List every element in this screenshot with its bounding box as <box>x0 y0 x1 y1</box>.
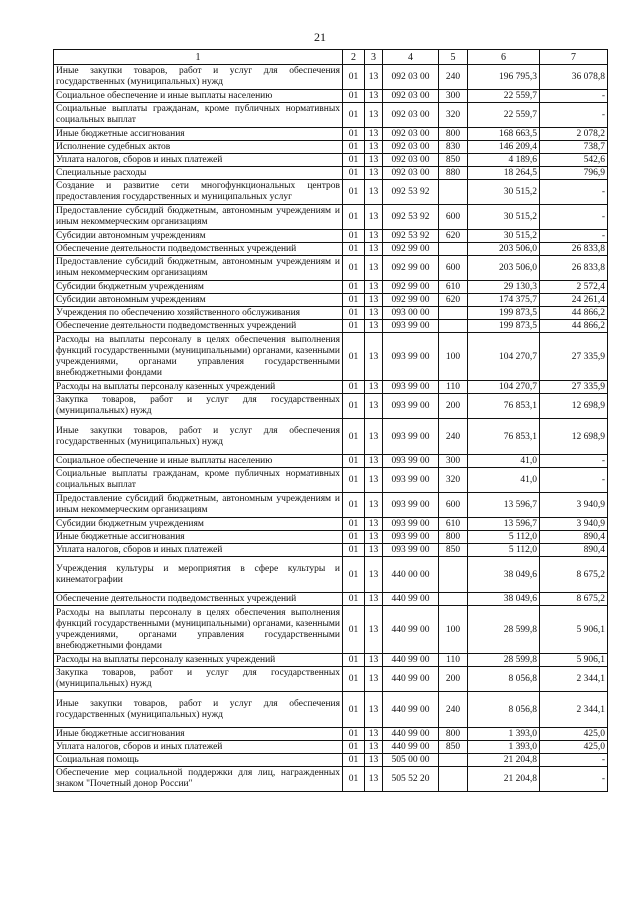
amount-total: 104 270,7 <box>468 333 540 381</box>
expense-type-code: 100 <box>439 606 468 654</box>
subsection-code: 13 <box>365 333 383 381</box>
target-article-code: 092 03 00 <box>383 103 439 128</box>
expense-type-code: 850 <box>439 544 468 557</box>
amount-total: 1 393,0 <box>468 741 540 754</box>
amount-executed: 24 261,4 <box>540 294 608 307</box>
section-code: 01 <box>343 307 365 320</box>
table-row <box>54 294 608 307</box>
table-row <box>54 243 608 256</box>
amount-total: 104 270,7 <box>468 381 540 394</box>
section-code: 01 <box>343 230 365 243</box>
expense-type-code: 800 <box>439 128 468 141</box>
table-row <box>54 728 608 741</box>
target-article-code: 092 03 00 <box>383 90 439 103</box>
target-article-code: 092 03 00 <box>383 167 439 180</box>
subsection-code: 13 <box>365 654 383 667</box>
amount-executed: 2 344,1 <box>540 667 608 692</box>
section-code: 01 <box>343 767 365 792</box>
expense-type-code: 110 <box>439 654 468 667</box>
row-name: Расходы на выплаты персоналу казенных учреждений <box>54 381 343 394</box>
subsection-code: 13 <box>365 557 383 593</box>
amount-executed: - <box>540 468 608 493</box>
amount-executed: 26 833,8 <box>540 243 608 256</box>
row-name: Расходы на выплаты персоналу в целях обеспечения выполнения функций государственными (муниципальными) органами, казенными учреждениями, органами управления государственными внебюджетными фондами <box>54 333 343 381</box>
row-name: Субсидии бюджетным учреждениям <box>54 518 343 531</box>
expense-type-code <box>439 180 468 205</box>
amount-total: 28 599,8 <box>468 606 540 654</box>
section-code: 01 <box>343 256 365 281</box>
amount-executed: 796,9 <box>540 167 608 180</box>
expense-type-code: 320 <box>439 468 468 493</box>
row-name: Субсидии бюджетным учреждениям <box>54 281 343 294</box>
expense-type-code: 300 <box>439 455 468 468</box>
target-article-code: 092 53 92 <box>383 205 439 230</box>
subsection-code: 13 <box>365 141 383 154</box>
row-name: Уплата налогов, сборов и иных платежей <box>54 154 343 167</box>
subsection-code: 13 <box>365 65 383 90</box>
table-row <box>54 154 608 167</box>
expense-type-code <box>439 243 468 256</box>
row-name: Создание и развитие сети многофункциональных центров предоставления государственных и муниципальных услуг <box>54 180 343 205</box>
row-name: Специальные расходы <box>54 167 343 180</box>
subsection-code: 13 <box>365 692 383 728</box>
amount-total: 21 204,8 <box>468 767 540 792</box>
amount-executed: 36 078,8 <box>540 65 608 90</box>
subsection-code: 13 <box>365 767 383 792</box>
amount-executed: 5 906,1 <box>540 654 608 667</box>
expense-type-code: 200 <box>439 394 468 419</box>
amount-executed: 3 940,9 <box>540 493 608 518</box>
amount-total: 30 515,2 <box>468 205 540 230</box>
column-header-6: 6 <box>468 50 540 65</box>
expense-type-code: 110 <box>439 381 468 394</box>
expense-type-code: 620 <box>439 294 468 307</box>
amount-total: 199 873,5 <box>468 320 540 333</box>
column-header-5: 5 <box>439 50 468 65</box>
table-row <box>54 493 608 518</box>
section-code: 01 <box>343 333 365 381</box>
amount-executed: 12 698,9 <box>540 394 608 419</box>
table-row <box>54 741 608 754</box>
budget-table <box>53 49 608 792</box>
row-name: Субсидии автономным учреждениям <box>54 294 343 307</box>
expense-type-code <box>439 767 468 792</box>
amount-executed: 44 866,2 <box>540 307 608 320</box>
amount-executed: 2 344,1 <box>540 692 608 728</box>
amount-executed: 2 078,2 <box>540 128 608 141</box>
table-row <box>54 281 608 294</box>
row-name: Иные бюджетные ассигнования <box>54 728 343 741</box>
table-row <box>54 767 608 792</box>
target-article-code: 505 52 20 <box>383 767 439 792</box>
target-article-code: 092 53 92 <box>383 180 439 205</box>
section-code: 01 <box>343 593 365 606</box>
row-name: Иные бюджетные ассигнования <box>54 128 343 141</box>
target-article-code: 440 99 00 <box>383 606 439 654</box>
amount-executed: 12 698,9 <box>540 419 608 455</box>
table-row <box>54 381 608 394</box>
section-code: 01 <box>343 65 365 90</box>
section-code: 01 <box>343 493 365 518</box>
amount-total: 13 596,7 <box>468 493 540 518</box>
amount-total: 28 599,8 <box>468 654 540 667</box>
table-row <box>54 141 608 154</box>
section-code: 01 <box>343 167 365 180</box>
expense-type-code: 620 <box>439 230 468 243</box>
amount-executed: 2 572,4 <box>540 281 608 294</box>
target-article-code: 093 99 00 <box>383 531 439 544</box>
expense-type-code: 610 <box>439 518 468 531</box>
table-row <box>54 419 608 455</box>
table-row <box>54 606 608 654</box>
amount-total: 8 056,8 <box>468 692 540 728</box>
expense-type-code: 600 <box>439 256 468 281</box>
subsection-code: 13 <box>365 307 383 320</box>
amount-total: 29 130,3 <box>468 281 540 294</box>
expense-type-code <box>439 557 468 593</box>
amount-total: 203 506,0 <box>468 256 540 281</box>
row-name: Социальные выплаты гражданам, кроме публичных нормативных социальных выплат <box>54 468 343 493</box>
amount-total: 76 853,1 <box>468 419 540 455</box>
row-name: Расходы на выплаты персоналу в целях обеспечения выполнения функций государственными (муниципальными) органами, казенными учреждениями, органами управления государственными внебюджетными фондами <box>54 606 343 654</box>
amount-executed: 425,0 <box>540 741 608 754</box>
subsection-code: 13 <box>365 180 383 205</box>
amount-executed: 3 940,9 <box>540 518 608 531</box>
row-name: Учреждения по обеспечению хозяйственного обслуживания <box>54 307 343 320</box>
subsection-code: 13 <box>365 468 383 493</box>
row-name: Обеспечение мер социальной поддержки для лиц, награжденных знаком "Почетный донор России" <box>54 767 343 792</box>
amount-total: 41,0 <box>468 455 540 468</box>
table-row <box>54 103 608 128</box>
subsection-code: 13 <box>365 103 383 128</box>
section-code: 01 <box>343 654 365 667</box>
table-row <box>54 394 608 419</box>
column-header-3: 3 <box>365 50 383 65</box>
amount-total: 8 056,8 <box>468 667 540 692</box>
amount-executed: - <box>540 90 608 103</box>
column-header-7: 7 <box>540 50 608 65</box>
target-article-code: 440 99 00 <box>383 692 439 728</box>
section-code: 01 <box>343 754 365 767</box>
section-code: 01 <box>343 667 365 692</box>
row-name: Социальные выплаты гражданам, кроме публичных нормативных социальных выплат <box>54 103 343 128</box>
row-name: Исполнение судебных актов <box>54 141 343 154</box>
target-article-code: 440 99 00 <box>383 654 439 667</box>
amount-executed: 27 335,9 <box>540 381 608 394</box>
target-article-code: 440 99 00 <box>383 667 439 692</box>
table-row <box>54 544 608 557</box>
amount-total: 168 663,5 <box>468 128 540 141</box>
section-code: 01 <box>343 531 365 544</box>
amount-executed: 542,6 <box>540 154 608 167</box>
expense-type-code: 850 <box>439 154 468 167</box>
amount-total: 22 559,7 <box>468 90 540 103</box>
amount-total: 30 515,2 <box>468 230 540 243</box>
subsection-code: 13 <box>365 154 383 167</box>
subsection-code: 13 <box>365 493 383 518</box>
target-article-code: 440 99 00 <box>383 593 439 606</box>
table-row <box>54 468 608 493</box>
table-row <box>54 167 608 180</box>
target-article-code: 092 99 00 <box>383 281 439 294</box>
amount-total: 5 112,0 <box>468 544 540 557</box>
amount-total: 174 375,7 <box>468 294 540 307</box>
subsection-code: 13 <box>365 230 383 243</box>
expense-type-code: 850 <box>439 741 468 754</box>
subsection-code: 13 <box>365 381 383 394</box>
row-name: Закупка товаров, работ и услуг для государственных (муниципальных) нужд <box>54 667 343 692</box>
table-row <box>54 333 608 381</box>
amount-executed: - <box>540 103 608 128</box>
section-code: 01 <box>343 741 365 754</box>
section-code: 01 <box>343 128 365 141</box>
amount-executed: - <box>540 455 608 468</box>
row-name: Предоставление субсидий бюджетным, автономным учреждениям и иным некоммерческим организациям <box>54 493 343 518</box>
amount-executed: - <box>540 767 608 792</box>
target-article-code: 440 99 00 <box>383 728 439 741</box>
expense-type-code: 100 <box>439 333 468 381</box>
expense-type-code: 800 <box>439 531 468 544</box>
amount-total: 13 596,7 <box>468 518 540 531</box>
row-name: Закупка товаров, работ и услуг для государственных (муниципальных) нужд <box>54 394 343 419</box>
amount-executed: 890,4 <box>540 531 608 544</box>
expense-type-code: 200 <box>439 667 468 692</box>
table-row <box>54 205 608 230</box>
target-article-code: 093 99 00 <box>383 381 439 394</box>
subsection-code: 13 <box>365 728 383 741</box>
table-row <box>54 455 608 468</box>
amount-total: 41,0 <box>468 468 540 493</box>
amount-total: 199 873,5 <box>468 307 540 320</box>
row-name: Иные бюджетные ассигнования <box>54 531 343 544</box>
section-code: 01 <box>343 90 365 103</box>
target-article-code: 093 99 00 <box>383 493 439 518</box>
section-code: 01 <box>343 518 365 531</box>
expense-type-code: 600 <box>439 493 468 518</box>
target-article-code: 440 00 00 <box>383 557 439 593</box>
target-article-code: 092 03 00 <box>383 154 439 167</box>
target-article-code: 440 99 00 <box>383 741 439 754</box>
column-header-2: 2 <box>343 50 365 65</box>
section-code: 01 <box>343 692 365 728</box>
page-number: 21 <box>314 30 326 44</box>
target-article-code: 092 99 00 <box>383 294 439 307</box>
amount-executed: - <box>540 230 608 243</box>
subsection-code: 13 <box>365 593 383 606</box>
target-article-code: 093 99 00 <box>383 518 439 531</box>
expense-type-code <box>439 307 468 320</box>
amount-executed: 8 675,2 <box>540 593 608 606</box>
expense-type-code <box>439 320 468 333</box>
amount-total: 4 189,6 <box>468 154 540 167</box>
amount-total: 196 795,3 <box>468 65 540 90</box>
section-code: 01 <box>343 557 365 593</box>
amount-executed: 890,4 <box>540 544 608 557</box>
section-code: 01 <box>343 606 365 654</box>
column-header-4: 4 <box>383 50 439 65</box>
amount-executed: - <box>540 180 608 205</box>
row-name: Иные закупки товаров, работ и услуг для обеспечения государственных (муниципальных) нужд <box>54 692 343 728</box>
table-row <box>54 531 608 544</box>
section-code: 01 <box>343 243 365 256</box>
section-code: 01 <box>343 544 365 557</box>
subsection-code: 13 <box>365 518 383 531</box>
section-code: 01 <box>343 281 365 294</box>
expense-type-code: 240 <box>439 65 468 90</box>
subsection-code: 13 <box>365 294 383 307</box>
amount-total: 30 515,2 <box>468 180 540 205</box>
expense-type-code: 600 <box>439 205 468 230</box>
subsection-code: 13 <box>365 394 383 419</box>
expense-type-code: 240 <box>439 419 468 455</box>
target-article-code: 092 99 00 <box>383 256 439 281</box>
amount-executed: - <box>540 754 608 767</box>
row-name: Иные закупки товаров, работ и услуг для обеспечения государственных (муниципальных) нужд <box>54 419 343 455</box>
amount-total: 76 853,1 <box>468 394 540 419</box>
amount-executed: 27 335,9 <box>540 333 608 381</box>
expense-type-code: 610 <box>439 281 468 294</box>
subsection-code: 13 <box>365 606 383 654</box>
target-article-code: 093 99 00 <box>383 320 439 333</box>
amount-total: 38 049,6 <box>468 593 540 606</box>
subsection-code: 13 <box>365 419 383 455</box>
table-row <box>54 557 608 593</box>
amount-executed: 8 675,2 <box>540 557 608 593</box>
table-body <box>54 65 608 792</box>
subsection-code: 13 <box>365 741 383 754</box>
subsection-code: 13 <box>365 455 383 468</box>
row-name: Учреждения культуры и мероприятия в сфере культуры и кинематографии <box>54 557 343 593</box>
expense-type-code: 320 <box>439 103 468 128</box>
target-article-code: 093 99 00 <box>383 333 439 381</box>
table-row <box>54 667 608 692</box>
expense-type-code: 300 <box>439 90 468 103</box>
row-name: Обеспечение деятельности подведомственных учреждений <box>54 593 343 606</box>
amount-executed: - <box>540 205 608 230</box>
section-code: 01 <box>343 205 365 230</box>
amount-total: 18 264,5 <box>468 167 540 180</box>
amount-executed: 738,7 <box>540 141 608 154</box>
subsection-code: 13 <box>365 544 383 557</box>
row-name: Предоставление субсидий бюджетным, автономным учреждениям и иным некоммерческим организациям <box>54 256 343 281</box>
target-article-code: 092 53 92 <box>383 230 439 243</box>
row-name: Уплата налогов, сборов и иных платежей <box>54 544 343 557</box>
row-name: Уплата налогов, сборов и иных платежей <box>54 741 343 754</box>
amount-total: 38 049,6 <box>468 557 540 593</box>
amount-total: 1 393,0 <box>468 728 540 741</box>
subsection-code: 13 <box>365 205 383 230</box>
subsection-code: 13 <box>365 667 383 692</box>
amount-total: 146 209,4 <box>468 141 540 154</box>
table-row <box>54 180 608 205</box>
section-code: 01 <box>343 294 365 307</box>
column-header-1: 1 <box>54 50 343 65</box>
subsection-code: 13 <box>365 90 383 103</box>
table-row <box>54 307 608 320</box>
row-name: Обеспечение деятельности подведомственных учреждений <box>54 320 343 333</box>
table-row <box>54 593 608 606</box>
target-article-code: 093 99 00 <box>383 468 439 493</box>
table-row <box>54 692 608 728</box>
section-code: 01 <box>343 419 365 455</box>
amount-total: 22 559,7 <box>468 103 540 128</box>
target-article-code: 093 99 00 <box>383 544 439 557</box>
target-article-code: 093 00 00 <box>383 307 439 320</box>
section-code: 01 <box>343 381 365 394</box>
subsection-code: 13 <box>365 281 383 294</box>
amount-executed: 5 906,1 <box>540 606 608 654</box>
expense-type-code: 240 <box>439 692 468 728</box>
subsection-code: 13 <box>365 256 383 281</box>
table-row <box>54 320 608 333</box>
row-name: Социальная помощь <box>54 754 343 767</box>
subsection-code: 13 <box>365 531 383 544</box>
expense-type-code <box>439 593 468 606</box>
target-article-code: 092 03 00 <box>383 65 439 90</box>
table-row <box>54 230 608 243</box>
target-article-code: 092 03 00 <box>383 128 439 141</box>
row-name: Предоставление субсидий бюджетным, автономным учреждениям и иным некоммерческим организациям <box>54 205 343 230</box>
section-code: 01 <box>343 394 365 419</box>
row-name: Социальное обеспечение и иные выплаты населению <box>54 455 343 468</box>
section-code: 01 <box>343 154 365 167</box>
table-row <box>54 256 608 281</box>
subsection-code: 13 <box>365 754 383 767</box>
expense-type-code: 800 <box>439 728 468 741</box>
expense-type-code: 830 <box>439 141 468 154</box>
section-code: 01 <box>343 141 365 154</box>
subsection-code: 13 <box>365 167 383 180</box>
table-row <box>54 128 608 141</box>
section-code: 01 <box>343 468 365 493</box>
amount-total: 5 112,0 <box>468 531 540 544</box>
target-article-code: 093 99 00 <box>383 455 439 468</box>
table-row <box>54 90 608 103</box>
target-article-code: 093 99 00 <box>383 419 439 455</box>
section-code: 01 <box>343 728 365 741</box>
target-article-code: 092 99 00 <box>383 243 439 256</box>
subsection-code: 13 <box>365 128 383 141</box>
subsection-code: 13 <box>365 320 383 333</box>
amount-executed: 425,0 <box>540 728 608 741</box>
table-row <box>54 65 608 90</box>
target-article-code: 092 03 00 <box>383 141 439 154</box>
table-row <box>54 754 608 767</box>
amount-executed: 26 833,8 <box>540 256 608 281</box>
section-code: 01 <box>343 455 365 468</box>
row-name: Расходы на выплаты персоналу казенных учреждений <box>54 654 343 667</box>
header-row <box>54 50 608 65</box>
row-name: Субсидии автономным учреждениям <box>54 230 343 243</box>
section-code: 01 <box>343 103 365 128</box>
subsection-code: 13 <box>365 243 383 256</box>
amount-executed: 44 866,2 <box>540 320 608 333</box>
expense-type-code: 880 <box>439 167 468 180</box>
section-code: 01 <box>343 180 365 205</box>
table-row <box>54 654 608 667</box>
expense-type-code <box>439 754 468 767</box>
table-row <box>54 518 608 531</box>
target-article-code: 505 00 00 <box>383 754 439 767</box>
row-name: Социальное обеспечение и иные выплаты населению <box>54 90 343 103</box>
amount-total: 21 204,8 <box>468 754 540 767</box>
section-code: 01 <box>343 320 365 333</box>
row-name: Иные закупки товаров, работ и услуг для обеспечения государственных (муниципальных) нужд <box>54 65 343 90</box>
amount-total: 203 506,0 <box>468 243 540 256</box>
target-article-code: 093 99 00 <box>383 394 439 419</box>
row-name: Обеспечение деятельности подведомственных учреждений <box>54 243 343 256</box>
